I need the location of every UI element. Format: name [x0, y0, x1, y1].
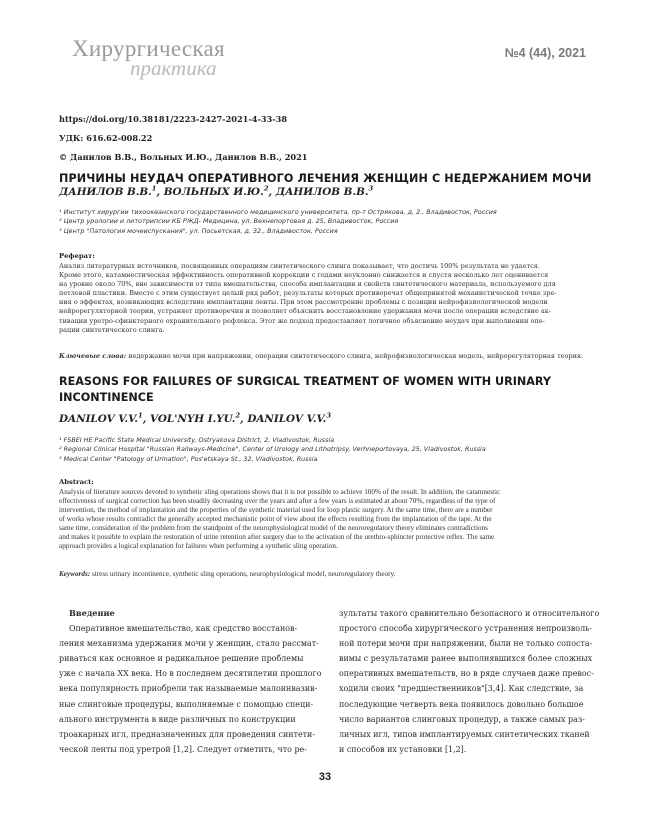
author-affil-mark: 1: [138, 411, 143, 420]
abstract-line: петлевой пластики. Вместе с этим существует целый ряд работ, результаты которых противоречат общепринятой механистической точке зре-: [59, 289, 557, 298]
abstract-line: same time, consideration of the problem from the standpoint of the neurophysiological model of the neuroregulatory theory eliminates contradictions: [59, 523, 488, 532]
abstract-line: effectiveness of surgical correction has been steadily decreasing over the years and after a few years is estimated at about 70%, regardless of the type of: [59, 496, 496, 505]
abstract-en: [59, 488, 597, 551]
body-line: оперативных вмешательств, но в ряде случаев даже превос-: [339, 669, 594, 679]
keywords-text: stress urinary incontinence, synthetic sling operations, neurophysiological model, neuroregulatory theory.: [90, 570, 396, 578]
body-line: число вариантов слинговых процедур, а также самых раз-: [339, 714, 585, 724]
affiliations-ru: [59, 208, 599, 236]
body-line: личных игл, типов имплантируемых синтетических тканей: [339, 729, 590, 739]
abstract-line: тивации уретро-сфинктерного охранительного рефлекса. Этот же подход предоставляет логичное объяснение неудач при выполнении опе-: [59, 316, 545, 325]
body-line: Оперативное вмешательство, как средство восстанов-: [69, 624, 298, 634]
author-name: ДАНИЛОВ В.В.: [59, 186, 152, 198]
copyright-line: © Данилов В.В., Вольных И.Ю., Данилов В.В., 2021: [59, 152, 308, 162]
authors-en: [59, 413, 331, 425]
affiliation-item: ³ Medical Center "Patology of Urination", Pos'etskaya St., 32, Vladivostok, Russia: [59, 454, 318, 463]
abstract-line: на уровне около 70%, вне зависимости от типа вмешательства, способа имплантации и свойств синтетического материала, используемого для: [59, 280, 556, 289]
body-column-right: [339, 606, 600, 757]
author-separator: ,: [268, 186, 276, 198]
title-line: INCONTINENCE: [59, 390, 154, 404]
abstract-heading-en: Abstract:: [59, 478, 94, 486]
abstract-line: of works whose results contradict the generally accepted mechanistic point of view about the effects resulting from the implantation of the tape. At the: [59, 514, 492, 523]
affiliation-item: ¹ Институт хирургии тихоокеанского государственного медицинского университета, пр-т Острякова, д. 2., Владивосток, Россия: [59, 208, 497, 216]
author-affil-mark: 2: [235, 411, 241, 420]
journal-logo-subtitle: практика: [130, 56, 217, 80]
affiliation-item: ² Regional Clinical Hospital "Russian Railways-Medicine", Center of Urology and Lithotripsy, Verhneportovaya, 25, Vladivostok, Russia: [59, 445, 486, 454]
author-name: DANILOV V.V.: [247, 413, 327, 425]
body-column-left: [59, 606, 322, 757]
author-name: DANILOV V.V.: [59, 413, 139, 425]
article-title-en: [59, 374, 551, 405]
body-line: ления механизма удержания мочи у женщин, стало рассмат-: [59, 639, 319, 649]
body-line: ческой ленты под уретрой [1,2]. Следует отметить, что ре-: [59, 744, 307, 754]
abstract-line: intervention, the method of implantation and the properties of the synthetic material used for loop plastic surgery. At the same time, there are a number: [59, 505, 493, 514]
author-separator: ,: [142, 413, 150, 425]
abstract-line: рации синтетического слинга.: [59, 325, 165, 334]
author-name: VOL'NYH I.YU.: [149, 413, 236, 425]
body-line: уже с начала XX века. Но в последнем десятилетии прошлого: [59, 669, 322, 679]
abstract-line: approach provides a logical explanation for failures when performing a synthetic sling operation.: [59, 541, 338, 550]
abstract-line: Analysis of literature sources devoted to synthetic sling operations shows that it is not possible to achieve 100% of the result. In addition, the catamnestic: [59, 488, 501, 496]
keywords-text: недержание мочи при напряжении, операции синтетического слинга, нейрофизиологическая модель, нейрорегуляторная теория.: [126, 352, 584, 360]
body-line: последующие четверть века появилось довольно большое: [339, 699, 584, 709]
abstract-ru: [59, 262, 597, 335]
body-line: ные слинговые процедуры, выполняемые с помощью специ-: [59, 699, 314, 709]
affiliation-item: ² Центр урологии и литотрипсии КБ РЖД- Медицина, ул. Вехнепортовая д. 25, Владивосток, Россия: [59, 217, 399, 226]
issue-number: №4 (44), 2021: [504, 46, 586, 60]
author-name: ДАНИЛОВ В.В.: [275, 186, 369, 198]
article-title-ru: ПРИЧИНЫ НЕУДАЧ ОПЕРАТИВНОГО ЛЕЧЕНИЯ ЖЕНЩИН С НЕДЕРЖАНИЕМ МОЧИ: [59, 172, 592, 185]
author-separator: ,: [240, 413, 248, 425]
keywords-label: Keywords:: [59, 570, 91, 578]
affiliation-item: ³ Центр "Патология мочеиспускания", ул. Посьетская, д. 32., Владивосток, Россия: [59, 226, 338, 235]
body-line: и способов их установки [1,2].: [339, 744, 467, 754]
abstract-line: нейрорегуляторной теории, устраняет противоречия и позволяет объяснить восстановление удержания мочи после операции вследствие ак-: [59, 307, 551, 316]
body-line: троакарных игл, предназначенных для проведения синтети-: [59, 729, 316, 739]
abstract-line: ния о эффектах, возникающих вследствие имплантации ленты. При этом рассмотрение проблемы с позиции нейрофизиологической модели: [59, 298, 548, 307]
journal-logo-title: Хирургическая: [72, 36, 225, 61]
affiliations-en: [59, 436, 599, 464]
page-number: 33: [318, 771, 332, 783]
body-line: вимы с результатами ранее выполнявшихся более сложных: [339, 654, 593, 664]
keywords-label: Ключевые слова:: [59, 352, 127, 360]
abstract-line: and makes it possible to explain the restoration of urine retention after surgery due to the activation of the urethro-sphincter protective reflex. The same: [59, 532, 495, 541]
author-affil-mark: 1: [151, 184, 157, 193]
author-name: ВОЛЬНЫХ И.Ю.: [163, 186, 264, 198]
body-line: ального инструмента в виде различных по конструкции: [59, 714, 296, 724]
authors-ru: [59, 186, 373, 198]
author-separator: ,: [156, 186, 164, 198]
body-line: ходили своих "предшественников"[3,4]. Как следствие, за: [339, 684, 584, 694]
body-line: зультаты такого сравнительно безопасного и относительного: [339, 609, 600, 618]
title-line: REASONS FOR FAILURES OF SURGICAL TREATMENT OF WOMEN WITH URINARY: [59, 375, 551, 388]
keywords-en: [59, 570, 395, 578]
author-affil-mark: 3: [368, 184, 374, 193]
journal-logo: [72, 36, 252, 88]
abstract-line: Анализ литературных источников, посвященных операциям синтетического слинга показывает, что достичь 100% результата не удается.: [59, 262, 540, 270]
author-affil-mark: 2: [263, 184, 269, 193]
body-line: века популярность приобрели так называемые малоинвазив-: [59, 684, 318, 694]
udc-code: УДК: 616.62-008.22: [59, 133, 153, 143]
keywords-ru: [59, 352, 583, 360]
abstract-heading-ru: Реферат:: [59, 252, 95, 260]
affiliation-item: ¹ FSBEI HE Pacific State Medical University, Ostryakova District, 2, Vladivostok, Russia: [59, 436, 335, 444]
body-line: риваться как основное и радикальное решение проблемы: [59, 654, 304, 664]
section-heading-introduction: Введение: [69, 608, 115, 618]
doi-link[interactable]: https://doi.org/10.38181/2223-2427-2021-4-33-38: [59, 114, 288, 124]
abstract-line: Кроме этого, катамнестическая эффективность оперативной коррекции с годами неуклонно снижается и спустя несколько лет оценивается: [59, 271, 549, 280]
body-line: простого способа хирургического устранения непроизволь-: [339, 624, 593, 634]
author-affil-mark: 3: [326, 411, 332, 420]
body-line: ной потери мочи при напряжении, были не только сопоста-: [339, 639, 593, 649]
